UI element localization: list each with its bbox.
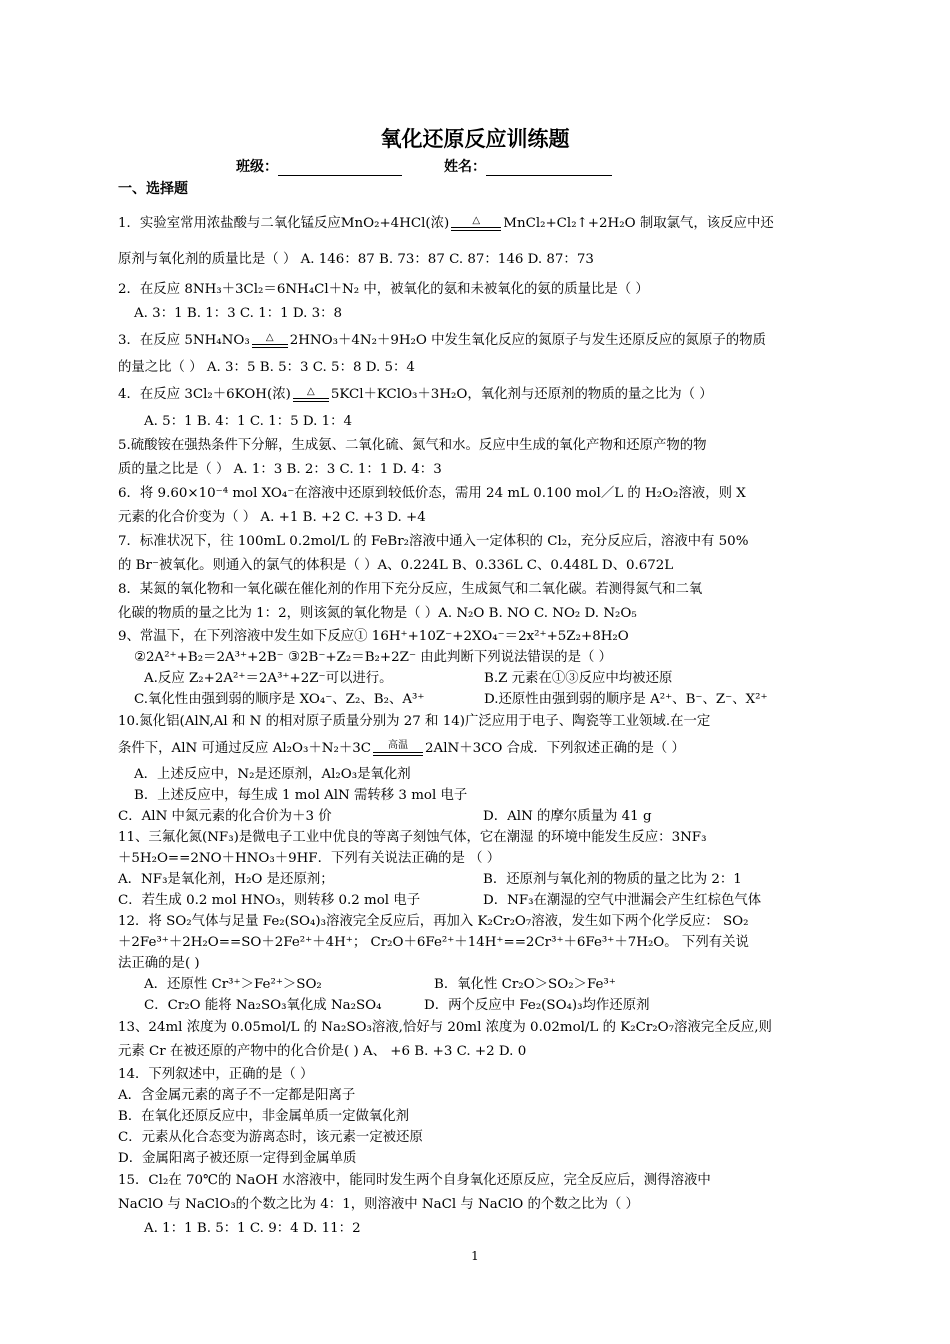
class-label: 班级：	[236, 159, 278, 175]
question-10-option-a: A．上述反应中，N₂是还原剂，Al₂O₃是氧化剂	[134, 767, 411, 782]
question-list	[118, 206, 838, 1241]
question-6-options: 元素的化合价变为（ ） A. +1 B. +2 C. +3 D. +4	[118, 510, 426, 525]
page-title: 氧化还原反应训练题	[380, 127, 570, 151]
question-8-options: 化碳的物质的量之比为 1：2，则该氮的氧化物是（ ）A. N₂O B. NO C. NO₂ D. N₂O₅	[118, 606, 637, 621]
question-9-reactions: ②2A²⁺+B₂＝2A³⁺+2B⁻ ③2B⁻+Z₂＝B₂+2Z⁻ 由此判断下列说法错误的是（ ）	[134, 650, 612, 665]
question-9-options-ab: A.反应 Z₂+2A²⁺＝2A³⁺+2Z⁻可以进行。 B.Z 元素在①③反应中均被还原	[144, 671, 673, 686]
question-14-option-d: D．金属阳离子被还原一定得到金属单质	[118, 1151, 357, 1166]
question-11-options-cd: C．若生成 0.2 mol HNO₃，则转移 0.2 mol 电子 D．NF₃在潮湿的空气中泄漏会产生红棕色气体	[118, 893, 762, 908]
question-10-options-cd: C．AlN 中氮元素的化合价为＋3 价 D．AlN 的摩尔质量为 41 g	[118, 809, 652, 824]
question-12-options-cd: C．Cr₂O 能将 Na₂SO₃氧化成 Na₂SO₄ D．两个反应中 Fe₂(SO₄)₃均作还原剂	[144, 998, 650, 1013]
question-11-cont: ＋5H₂O==2NO＋HNO₃＋9HF．下列有关说法正确的是 （ ）	[118, 851, 501, 866]
question-7: 7．标准状况下，往 100mL 0.2mol/L 的 FeBr₂溶液中通入一定体积的 Cl₂，充分反应后，溶液中有 50%	[118, 534, 749, 549]
question-15-options: A. 1：1 B. 5：1 C. 9：4 D. 11：2	[144, 1221, 361, 1236]
question-6: 6．将 9.60×10⁻⁴ mol XO₄⁻在溶液中还原到较低价态，需用 24 mL 0.100 mol／L 的 H₂O₂溶液，则 X	[118, 486, 746, 501]
reaction-condition-arrow: △	[252, 333, 288, 348]
question-13: 13、24ml 浓度为 0.05mol/L 的 Na₂SO₃溶液,恰好与 20ml 浓度为 0.02mol/L 的 K₂Cr₂O₇溶液完全反应,则	[118, 1020, 772, 1035]
question-12-cont: 法正确的是( )	[118, 956, 200, 971]
question-14: 14．下列叙述中，正确的是（ ）	[118, 1067, 314, 1082]
question-2: 2．在反应 8NH₃＋3Cl₂＝6NH₄Cl＋N₂ 中，被氧化的氨和未被氧化的氨的质量比是（ ）	[118, 282, 649, 297]
question-12: 12．将 SO₂气体与足量 Fe₂(SO₄)₃溶液完全反应后，再加入 K₂Cr₂O₇溶液，发生如下两个化学反应： SO₂	[118, 914, 749, 929]
question-3: 3．在反应 5NH₄NO₃ △ 2HNO₃＋4N₂＋9H₂O 中发生氧化反应的氮原子与发生还原反应的氮原子的物质	[118, 332, 766, 348]
question-14-option-a: A．含金属元素的离子不一定都是阳离子	[118, 1088, 356, 1103]
reaction-condition-arrow: △	[293, 387, 329, 402]
name-label: 姓名：	[444, 159, 486, 175]
question-13-options: 元素 Cr 在被还原的产物中的化合价是( ) A、 +6 B. +3 C. +2 D. 0	[118, 1044, 527, 1059]
question-10-reaction: 条件下，AlN 可通过反应 Al₂O₃＋N₂＋3C 高温 2AlN＋3CO 合成．下列叙述正确的是（ ）	[118, 740, 685, 756]
question-15: 15．Cl₂在 70℃的 NaOH 水溶液中，能同时发生两个自身氧化还原反应，完全反应后，测得溶液中	[118, 1173, 711, 1188]
question-9: 9、常温下，在下列溶液中发生如下反应① 16H⁺+10Z⁻+2XO₄⁻＝2x²⁺+5Z₂+8H₂O	[118, 629, 629, 644]
question-12-options-ab: A．还原性 Cr³⁺＞Fe²⁺＞SO₂ B．氧化性 Cr₂O＞SO₂＞Fe³⁺	[144, 977, 616, 992]
question-14-option-b: B．在氧化还原反应中，非金属单质一定做氧化剂	[118, 1109, 410, 1124]
question-10-option-b: B．上述反应中，每生成 1 mol AlN 需转移 3 mol 电子	[134, 788, 468, 803]
question-4: 4．在反应 3Cl₂＋6KOH(浓) △ 5KCl＋KClO₃＋3H₂O，氧化剂与还原剂的物质的量之比为（ ）	[118, 386, 713, 402]
question-14-option-c: C．元素从化合态变为游离态时，该元素一定被还原	[118, 1130, 423, 1145]
question-5: 5.硫酸铵在强热条件下分解，生成氨、二氧化硫、氮气和水。反应中生成的氧化产物和还原产物的物	[118, 438, 707, 453]
question-2-options: A. 3：1 B. 1：3 C. 1：1 D. 3：8	[134, 306, 343, 321]
question-12-reactions: ＋2Fe³⁺＋2H₂O==SO＋2Fe²⁺＋4H⁺； Cr₂O＋6Fe²⁺＋14H⁺==2Cr³⁺＋6Fe³⁺＋7H₂O。 下列有关说	[118, 935, 749, 950]
section-heading: 一、选择题	[118, 181, 188, 197]
name-blank[interactable]	[486, 159, 612, 176]
reaction-condition-arrow: 高温	[373, 741, 423, 756]
question-10: 10.氮化铝(AlN,Al 和 N 的相对原子质量分别为 27 和 14)广泛应用于电子、陶瓷等工业领域.在一定	[118, 714, 711, 729]
question-7-options: 的 Br⁻被氧化。则通入的氯气的体积是（ ）A、0.224L B、0.336L C、0.448L D、0.672L	[118, 558, 674, 573]
question-5-options: 质的量之比是（ ） A. 1：3 B. 2：3 C. 1：1 D. 4：3	[118, 462, 442, 477]
question-3-options: 的量之比（ ） A. 3：5 B. 5：3 C. 5：8 D. 5：4	[118, 360, 415, 375]
reaction-condition-arrow: △	[451, 216, 501, 231]
question-4-options: A. 5：1 B. 4：1 C. 1：5 D. 1：4	[144, 414, 353, 429]
question-11-options-ab: A．NF₃是氧化剂，H₂O 是还原剂； B．还原剂与氧化剂的物质的量之比为 2：1	[118, 872, 742, 887]
class-blank[interactable]	[278, 159, 402, 176]
question-1-options: 原剂与氧化剂的质量比是（ ） A. 146：87 B. 73：87 C. 87：146 D. 87：73	[118, 252, 594, 267]
page-number: 1	[471, 1249, 479, 1263]
question-11: 11、三氟化氮(NF₃)是微电子工业中优良的等离子刻蚀气体，它在潮湿 的环境中能发生反应：3NF₃	[118, 830, 707, 845]
question-8: 8．某氮的氧化物和一氧化碳在催化剂的作用下充分反应，生成氮气和二氧化碳。若测得氮气和二氧	[118, 582, 703, 597]
question-1: 1．实验室常用浓盐酸与二氧化锰反应MnO₂+4HCl(浓) △ MnCl₂+Cl₂↑+2H₂O 制取氯气，该反应中还	[118, 215, 774, 231]
question-9-options-cd: C.氧化性由强到弱的顺序是 XO₄⁻、Z₂、B₂、A³⁺ D.还原性由强到弱的顺序是 A²⁺、B⁻、Z⁻、X²⁺	[134, 692, 768, 707]
question-15-cont: NaClO 与 NaClO₃的个数之比为 4：1，则溶液中 NaCl 与 NaClO 的个数之比为（ ）	[118, 1197, 639, 1212]
student-info-line	[236, 156, 612, 176]
